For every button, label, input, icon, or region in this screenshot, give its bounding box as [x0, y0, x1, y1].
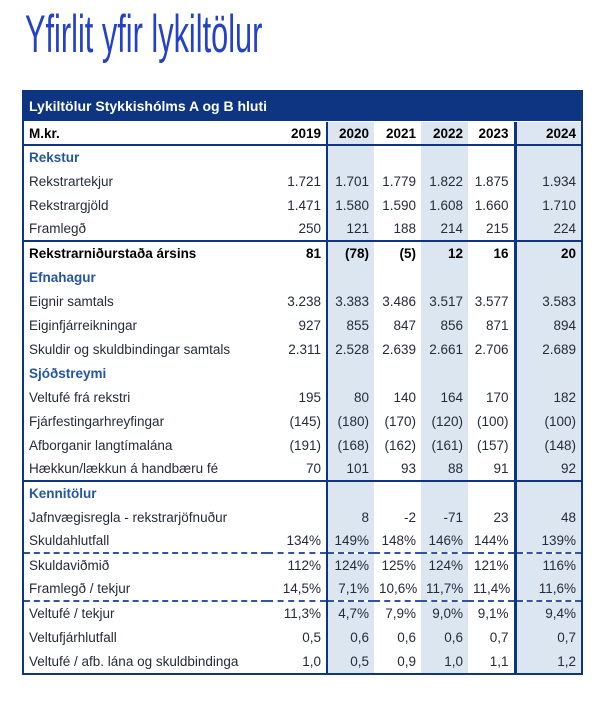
table-row [24, 193, 581, 217]
cell-2019 [267, 361, 327, 385]
cell-2019: 250 [267, 217, 327, 241]
row-label: Hækkun/lækkun á handbæru fé [29, 461, 219, 476]
cell-2022: 1.822 [421, 169, 468, 193]
cell-2019: 14,5% [267, 577, 327, 601]
cell-2021 [374, 361, 421, 385]
cell-2019: 1.471 [267, 193, 327, 217]
year-header-2020: 2020 [327, 122, 374, 145]
row-label: Skuldir og skuldbindingar samtals [29, 341, 231, 357]
cell-2024 [515, 361, 581, 385]
cell-2023: 871 [485, 317, 509, 333]
cell-2023 [468, 145, 515, 169]
cell-2021: 125% [374, 553, 421, 577]
cell-2022: 1,0 [421, 649, 468, 673]
cell-2024: 0,7 [515, 625, 581, 649]
cell-2021: 10,6% [379, 581, 418, 596]
cell-2021 [374, 481, 421, 505]
cell-2022 [421, 145, 468, 169]
cell-2022: 146% [421, 529, 468, 553]
cell-2022: 1.608 [421, 193, 468, 217]
cell-2023: 11,4% [473, 581, 511, 596]
cell-2020: 80 [327, 385, 374, 409]
cell-2021: (162) [384, 437, 416, 453]
cell-2020: 8 [327, 505, 374, 529]
cell-2021 [374, 265, 421, 289]
cell-2020: 124% [327, 553, 374, 577]
year-header-2021: 2021 [374, 122, 421, 145]
cell-2020: (78) [327, 241, 374, 265]
cell-2019: 927 [267, 313, 327, 337]
table-row [24, 337, 581, 361]
cell-2019: 11,3% [267, 601, 327, 625]
row-label: Veltufjárhlutfall [29, 629, 117, 645]
cell-2021: 0,6 [397, 629, 416, 645]
cell-2022 [421, 481, 468, 505]
cell-2023 [468, 361, 515, 385]
cell-2021: 188 [393, 221, 416, 236]
cell-2019: (191) [267, 433, 327, 457]
row-label: Rekstrartekjur [29, 173, 114, 189]
cell-2022: 214 [421, 217, 468, 241]
cell-2021: (5) [374, 241, 421, 265]
cell-2019: 70 [267, 457, 327, 481]
cell-2024: 894 [515, 313, 581, 337]
cell-2022: 9,0% [421, 601, 468, 625]
cell-2022: (161) [421, 433, 468, 457]
year-header-2019: 2019 [267, 122, 327, 145]
cell-2021: 1.590 [382, 197, 416, 213]
cell-2024: 3.583 [515, 289, 581, 313]
cell-2023: 1.875 [474, 173, 509, 189]
unit-label: M.kr. [24, 122, 267, 145]
cell-2023: 170 [485, 389, 509, 405]
cell-2022: 0,6 [421, 625, 468, 649]
cell-2023: 3.577 [474, 293, 509, 309]
cell-2024: 2.689 [515, 337, 581, 361]
cell-2020 [327, 145, 374, 169]
cell-2024: 20 [515, 241, 581, 265]
cell-2021: -2 [403, 509, 416, 525]
table-row [24, 385, 581, 409]
row-label: Skuldahlutfall [29, 533, 110, 548]
page-title: Yfirlit yfir lykiltölur [25, 5, 263, 64]
cell-2019: 81 [267, 241, 327, 265]
cell-2020: 3.383 [327, 289, 374, 313]
cell-2020 [327, 361, 374, 385]
cell-2021: (170) [384, 413, 416, 429]
table-row [24, 145, 581, 169]
row-label: Fjárfestingarhreyfingar [29, 413, 165, 429]
year-header-2024: 2024 [515, 122, 581, 145]
year-header-row [24, 122, 581, 145]
cell-2023: 215 [485, 221, 509, 236]
table-row [24, 553, 581, 577]
cell-2024: 182 [515, 385, 581, 409]
cell-2022: 11,7% [421, 577, 468, 601]
table-row [24, 289, 581, 313]
year-header-2022: 2022 [421, 122, 468, 145]
cell-2023: 121% [468, 553, 515, 577]
table-row [24, 241, 581, 265]
cell-2023: 2.706 [474, 341, 509, 357]
cell-2019: 3.238 [267, 289, 327, 313]
cell-2022: 12 [421, 241, 468, 265]
cell-2021: 847 [393, 317, 416, 333]
year-header-2023: 2023 [468, 122, 515, 145]
row-label: Eiginfjárreikningar [29, 317, 138, 333]
cell-2023: 1,1 [489, 653, 509, 669]
cell-2019: 1,0 [267, 649, 327, 673]
key-figures-grid [24, 122, 581, 673]
cell-2019: (145) [267, 409, 327, 433]
cell-2020 [327, 481, 374, 505]
cell-2019 [267, 145, 327, 169]
cell-2023: (100) [476, 413, 509, 429]
row-label: Skuldaviðmið [24, 553, 267, 577]
cell-2023: 23 [493, 509, 509, 525]
cell-2021: 1.779 [382, 173, 416, 189]
cell-2021: 148% [381, 533, 416, 548]
cell-2020: 855 [327, 313, 374, 337]
cell-2020: 0,5 [327, 649, 374, 673]
cell-2024: 116% [515, 553, 581, 577]
key-figures-table [22, 90, 583, 675]
cell-2022: 164 [421, 385, 468, 409]
cell-2023: 0,7 [489, 629, 509, 645]
cell-2020: 7,1% [327, 577, 374, 601]
row-label: Rekstrarniðurstaða ársins [24, 241, 267, 265]
cell-2019 [267, 505, 327, 529]
cell-2019: 2.311 [267, 337, 327, 361]
cell-2024: 92 [515, 457, 581, 481]
table-body [24, 145, 581, 673]
cell-2020: 1.701 [327, 169, 374, 193]
cell-2019: 1.721 [267, 169, 327, 193]
row-label: Rekstrargjöld [29, 197, 109, 213]
cell-2022: 3.517 [421, 289, 468, 313]
table-row [24, 361, 581, 385]
row-label: Framlegð / tekjur [29, 581, 131, 596]
table-row [24, 217, 581, 241]
cell-2023: 1.660 [474, 197, 509, 213]
cell-2020: 101 [327, 457, 374, 481]
cell-2023: 16 [468, 241, 515, 265]
cell-2019 [267, 481, 327, 505]
cell-2021: 0,9 [397, 653, 416, 669]
cell-2019: 112% [267, 553, 327, 577]
cell-2021 [374, 145, 421, 169]
cell-2023 [468, 265, 515, 289]
table-row [24, 649, 581, 673]
cell-2021: 140 [393, 389, 416, 405]
table-row [24, 169, 581, 193]
cell-2023: 91 [493, 461, 509, 476]
row-label: Veltufé / afb. lána og skuldbindinga [29, 653, 239, 669]
row-label: Veltufé frá rekstri [29, 389, 131, 405]
cell-2021: 3.486 [382, 293, 416, 309]
table-row [24, 505, 581, 529]
cell-2019 [267, 265, 327, 289]
cell-2024: (100) [515, 409, 581, 433]
cell-2024: 1.710 [515, 193, 581, 217]
table-row [24, 601, 581, 625]
table-row [24, 433, 581, 457]
cell-2023 [468, 481, 515, 505]
table-row [24, 409, 581, 433]
cell-2022 [421, 361, 468, 385]
cell-2020 [327, 265, 374, 289]
row-label: Rekstur [29, 150, 80, 165]
table-row [24, 457, 581, 481]
cell-2021: 2.639 [382, 341, 416, 357]
table-title-bar: Lykiltölur Stykkishólms A og B hluti [24, 92, 581, 122]
cell-2020: 2.528 [327, 337, 374, 361]
table-row [24, 265, 581, 289]
cell-2024: 224 [515, 217, 581, 241]
table-row [24, 625, 581, 649]
cell-2022: 88 [421, 457, 468, 481]
row-label: Efnahagur [29, 269, 96, 285]
cell-2024 [515, 481, 581, 505]
cell-2021: 7,9% [374, 601, 421, 625]
row-label: Jafnvægisregla - rekstrarjöfnuður [29, 509, 228, 525]
row-label: Veltufé / tekjur [24, 601, 267, 625]
cell-2019: 0,5 [267, 625, 327, 649]
row-label: Sjóðstreymi [29, 365, 107, 381]
cell-2021: 93 [400, 461, 416, 476]
cell-2023: (157) [476, 437, 509, 453]
row-label: Eignir samtals [29, 293, 114, 309]
table-row [24, 577, 581, 601]
table-row [24, 313, 581, 337]
cell-2022: -71 [421, 505, 468, 529]
cell-2022 [421, 265, 468, 289]
cell-2024: 11,6% [515, 577, 581, 601]
table-row [24, 481, 581, 505]
table-row [24, 529, 581, 553]
row-label: Kennitölur [24, 481, 267, 505]
cell-2023: 144% [473, 533, 509, 548]
cell-2024: 1,2 [515, 649, 581, 673]
row-label: Framlegð [29, 221, 87, 236]
cell-2024: (148) [515, 433, 581, 457]
cell-2020: (180) [327, 409, 374, 433]
cell-2019: 134% [267, 529, 327, 553]
cell-2020: 4,7% [327, 601, 374, 625]
cell-2024: 48 [515, 505, 581, 529]
cell-2024 [515, 145, 581, 169]
cell-2022: 2.661 [421, 337, 468, 361]
cell-2024: 9,4% [515, 601, 581, 625]
cell-2022: (120) [421, 409, 468, 433]
cell-2024 [515, 265, 581, 289]
cell-2020: 1.580 [327, 193, 374, 217]
cell-2024: 139% [515, 529, 581, 553]
cell-2019: 195 [267, 385, 327, 409]
cell-2022: 856 [421, 313, 468, 337]
cell-2023: 9,1% [468, 601, 515, 625]
cell-2020: 0,6 [327, 625, 374, 649]
cell-2024: 1.934 [515, 169, 581, 193]
cell-2020: 149% [327, 529, 374, 553]
cell-2022: 124% [421, 553, 468, 577]
cell-2020: (168) [327, 433, 374, 457]
row-label: Afborganir langtímalána [29, 437, 173, 453]
cell-2020: 121 [327, 217, 374, 241]
